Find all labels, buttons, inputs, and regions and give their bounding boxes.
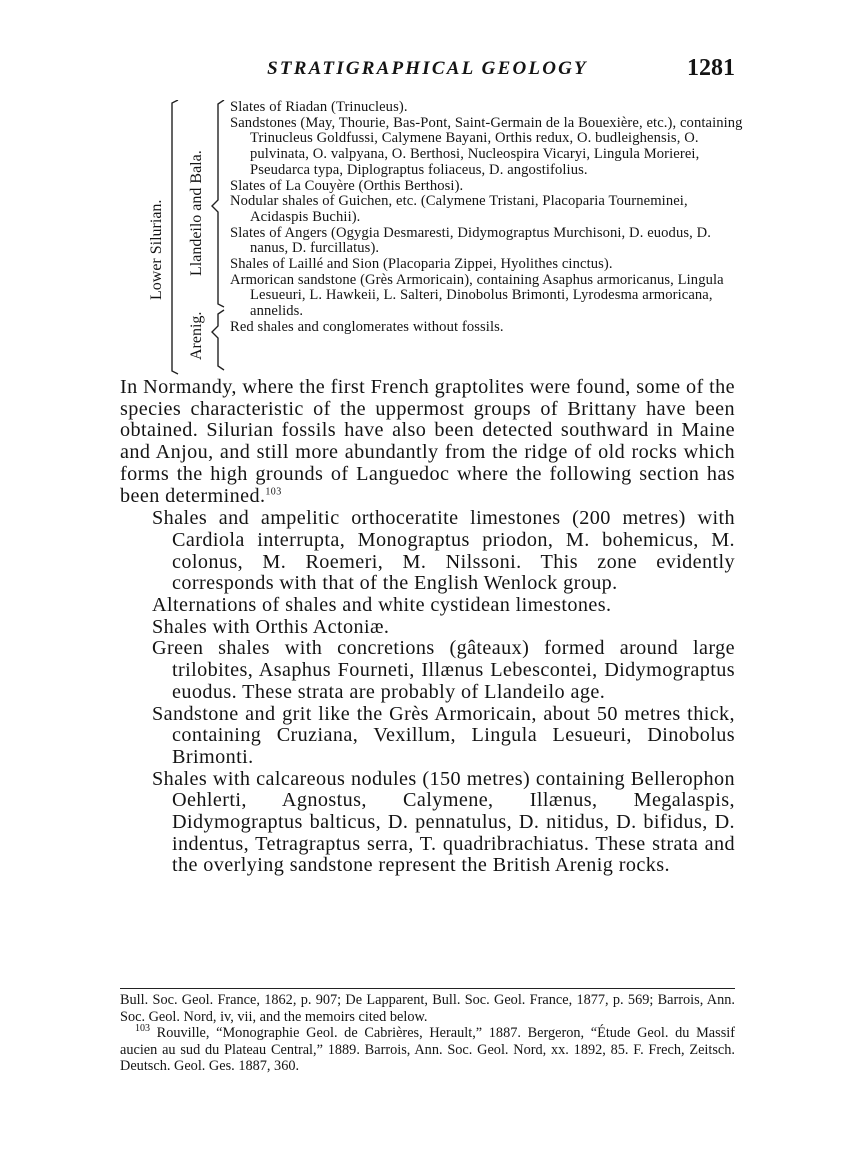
footnote-rule xyxy=(120,988,735,989)
stratigraphic-table xyxy=(120,100,745,380)
strat-entry: Armorican sandstone (Grès Armoricain), containing Asaphus armoricanus, Lingula Lesueuri, L. Hawkeii, L. Salteri, Dinobolus Brimonti, Lyrodesma armoricana, annelids. xyxy=(230,271,724,320)
stage-brace-arenig xyxy=(212,310,224,370)
brace-lines xyxy=(120,100,232,380)
footnote-103-text: Rouville, “Monographie Geol. de Cabrières, Herault,” 1887. Bergeron, “Étude Geol. du Massif aucien au sud du Plateau Central,” 1889. Barrois, Ann. Soc. Geol. Nord, xx. 1892, 85. F. Frech, Zeitsch. Deutsch. Geol. Ges. 1887, 360. xyxy=(120,1025,735,1074)
footnote-continued: Bull. Soc. Geol. France, 1862, p. 907; De Lapparent, Bull. Soc. Geol. France, 1877, p. 569; Barrois, Ann. Soc. Geol. Nord, iv, vii, and the memoirs cited below. xyxy=(120,992,735,1025)
strat-entries xyxy=(230,100,745,336)
strat-entry: Shales of Laillé and Sion (Placoparia Zippei, Hyolithes cinctus). xyxy=(230,256,613,273)
footnotes xyxy=(120,992,735,1075)
section-item: Shales with Orthis Actoniæ. xyxy=(152,615,390,638)
section-item: Green shales with concretions (gâteaux) formed around large trilobites, Asaphus Fourneti, Illænus Lebescontei, Didymograptus euodus. These strata are probably of Llandeilo age. xyxy=(152,637,735,703)
strat-entry: Red shales and conglomerates without fossils. xyxy=(230,318,504,335)
strat-entry: Nodular shales of Guichen, etc. (Calymene Tristani, Placoparia Tourneminei, Acidaspis Buchii). xyxy=(230,193,688,225)
running-title: STRATIGRAPHICAL GEOLOGY xyxy=(267,58,588,79)
section-item: Shales and ampelitic orthoceratite limestones (200 metres) with Cardiola interrupta, Monograptus priodon, M. bohemicus, M. colonus, M. Roemeri, M. Nilssoni. This zone evidently corresponds with that of the English Wenlock group. xyxy=(152,507,735,595)
series-brace xyxy=(172,100,178,374)
stage-label-llandeilo: Llandeilo and Bala. xyxy=(188,150,205,276)
section-item: Sandstone and grit like the Grès Armoricain, about 50 metres thick, containing Cruziana, Vexillum, Lingula Lesueuri, Dinobolus Brimonti. xyxy=(152,702,735,768)
strat-entry: Slates of Angers (Ogygia Desmaresti, Didymograptus Murchisoni, D. euodus, D. nanus, D. furcillatus). xyxy=(230,224,712,257)
stage-brace-llandeilo xyxy=(212,100,224,307)
strat-entry: Sandstones (May, Thourie, Bas-Pont, Saint-Germain de la Bouexière, etc.), containing Trinucleus Goldfussi, Calymene Bayani, Orthis redux, O. budleighensis, O. pulvinata, O. valpyana, O. Berthosi, Nucleospira Vicaryi, Lingula Morierei, Pseudarca typa, Diplograptus foliaceus, D. angostifolius. xyxy=(230,114,743,178)
section-item: Shales with calcareous nodules (150 metres) containing Bellerophon Oehlerti, Agnostus, Calymene, Illænus, Megalaspis, Didymograptus balticus, D. pennatulus, D. nitidus, D. bifidus, D. indentus, Tetragraptus serra, T. quadribrachiatus. These strata and the overlying sandstone represent the British Arenig rocks. xyxy=(152,767,735,877)
footnote-ref: 103 xyxy=(265,485,282,497)
strat-entry: Slates of La Couyère (Orthis Berthosi). xyxy=(230,177,464,194)
page-header xyxy=(120,55,735,88)
strat-entry: Slates of Riadan (Trinucleus). xyxy=(230,99,408,115)
main-text xyxy=(120,377,735,877)
footnote-marker: 103 xyxy=(135,1023,150,1035)
page-number: 1281 xyxy=(687,55,735,81)
intro-text: In Normandy, where the first French graptolites were found, some of the species characteristic of the uppermost groups of Brittany have been obtained. Silurian fossils have also been detected southward in Maine and Anjou, and still more abundantly from the ridge of old rocks which forms the high grounds of Languedoc where the following section has been determined. xyxy=(120,376,735,507)
section-item: Alternations of shales and white cystidean limestones. xyxy=(152,594,612,617)
series-label: Lower Silurian. xyxy=(148,199,165,300)
intro-paragraph xyxy=(120,377,735,507)
stage-label-arenig: Arenig. xyxy=(188,311,205,360)
footnote-103 xyxy=(120,1025,735,1075)
